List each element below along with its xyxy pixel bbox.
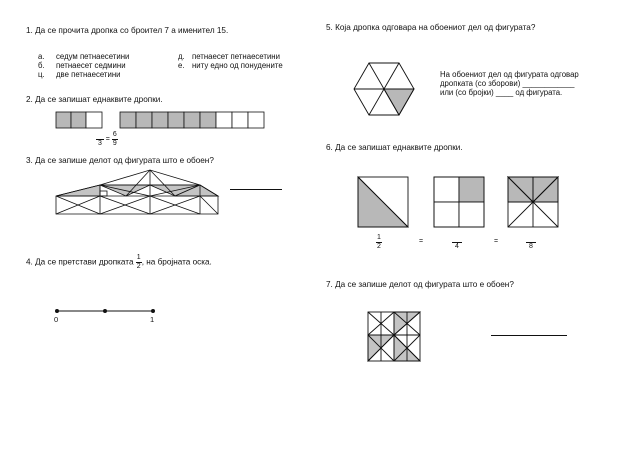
q6-fraction-1: $\frac{1}{2}$ — [377, 234, 381, 250]
q4-axis-start: 0 — [54, 315, 59, 324]
q1-option-e[interactable]: ниту едно од понудените — [192, 61, 283, 70]
question-5-text: 5. Која дропка одговара на обоениот дел од фигурата? — [326, 23, 536, 32]
q1-option-b[interactable]: петнаесет седмини — [56, 61, 126, 70]
q1-option-d[interactable]: петнаесет петнаесетини — [192, 52, 280, 61]
question-3-text: 3. Да се запише делот од фигурата што е обоен? — [26, 156, 214, 165]
q7-answer-line[interactable] — [491, 335, 567, 336]
q6-equals-1: = — [419, 238, 424, 245]
q1-option-c-letter: ц. — [38, 70, 45, 79]
question-6-text: 6. Да се запишат еднаквите дропки. — [326, 143, 463, 152]
q4-fraction: $\frac{1}{2}$ — [136, 254, 141, 270]
question-2-text: 2. Да се запишат еднаквите дропки. — [26, 95, 163, 104]
q1-option-a[interactable]: седум петнаесетини — [56, 52, 130, 61]
q1-option-c[interactable]: две петнаесетини — [56, 70, 121, 79]
question-7-text: 7. Да се запише делот од фигурата што е обоен? — [326, 280, 514, 289]
q5-line-3[interactable]: или (со бројки) ____ од фигурата. — [440, 88, 563, 97]
q1-option-b-letter: б. — [38, 61, 45, 70]
q6-fraction-2[interactable]: 4 — [452, 234, 462, 251]
q5-line-1: На обоениот дел од фигурата одговар — [440, 70, 579, 79]
q2-equals: = — [105, 136, 110, 143]
question-1-text: 1. Да се прочита дропка со броител 7 а именител 15. — [26, 26, 229, 35]
q2-blank-fraction[interactable]: 3 — [96, 131, 104, 148]
q1-option-d-letter: д. — [178, 52, 185, 61]
q4-text-before: 4. Да се претстави дропката — [26, 257, 134, 267]
q4-text-after: , на бројната оска. — [141, 257, 212, 267]
q6-equals-2: = — [494, 238, 499, 245]
q1-option-e-letter: е. — [178, 61, 185, 70]
q4-axis-end: 1 — [150, 315, 155, 324]
q6-fraction-3[interactable]: 8 — [526, 234, 536, 251]
q5-line-2[interactable]: дропката (со зборови) ____________ — [440, 79, 575, 88]
q1-option-a-letter: а. — [38, 52, 45, 61]
q2-given-fraction: $\frac{6}{9}$ — [112, 131, 117, 147]
